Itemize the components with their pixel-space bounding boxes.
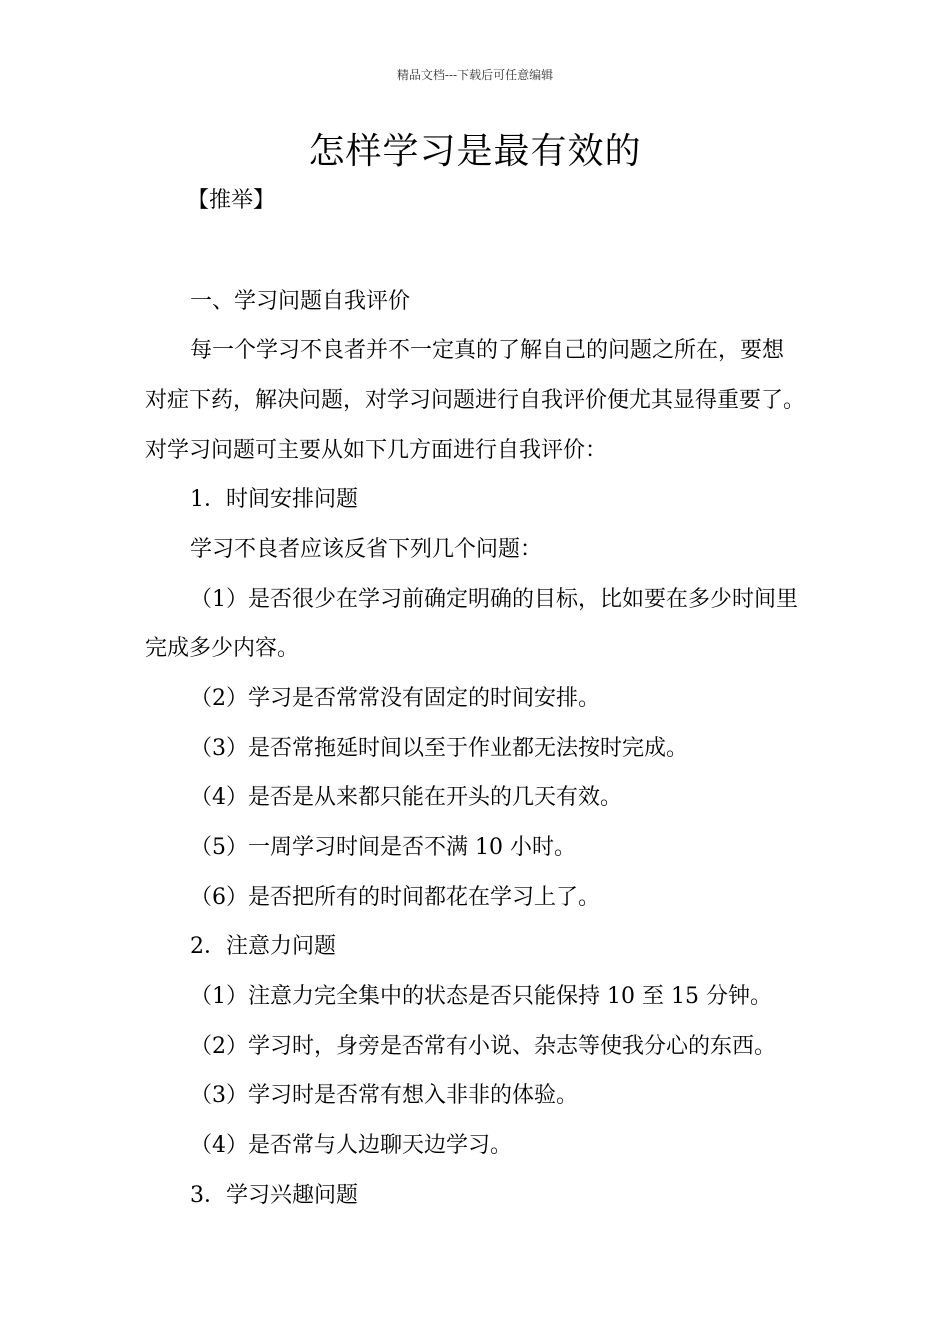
list-item: （2）学习是否常常没有固定的时间安排。 [190,686,600,711]
list-item: （4）是否常与人边聊天边学习。 [190,1133,512,1158]
paragraph-line: 学习不良者应该反省下列几个问题： [190,537,543,562]
list-item: （2）学习时，身旁是否常有小说、杂志等使我分心的东西。 [190,1034,776,1059]
list-item: （3）是否常拖延时间以至于作业都无法按时完成。 [190,736,688,761]
document-title: 怎样学习是最有效的 [308,131,642,172]
list-item: （1）是否很少在学习前确定明确的目标，比如要在多少时间里 [190,587,798,612]
paragraph-line: 对学习问题可主要从如下几方面进行自我评价： [145,438,608,463]
list-item: （1）注意力完全集中的状态是否只能保持 10 至 15 分钟。 [190,984,772,1009]
subsection-heading-time: 1．时间安排问题 [190,487,358,512]
recommend-tag: 【推举】 [187,188,276,213]
list-item: （3）学习时是否常有想入非非的体验。 [190,1083,578,1108]
list-item: （6）是否把所有的时间都花在学习上了。 [190,885,600,910]
list-item: （5）一周学习时间是否不满 10 小时。 [190,835,576,860]
section-heading-1: 一、学习问题自我评价 [190,289,411,314]
subsection-heading-interest: 3．学习兴趣问题 [190,1183,358,1208]
list-item-continuation: 完成多少内容。 [145,636,300,661]
subsection-heading-attention: 2．注意力问题 [190,934,336,959]
paragraph-line: 对症下药，解决问题，对学习问题进行自我评价便尤其显得重要了。 [145,388,806,413]
list-item: （4）是否是从来都只能在开头的几天有效。 [190,785,622,810]
paragraph-line: 每一个学习不良者并不一定真的了解自己的问题之所在，要想 [190,338,785,363]
page-header-note: 精品文档---下载后可任意编辑 [396,68,554,82]
